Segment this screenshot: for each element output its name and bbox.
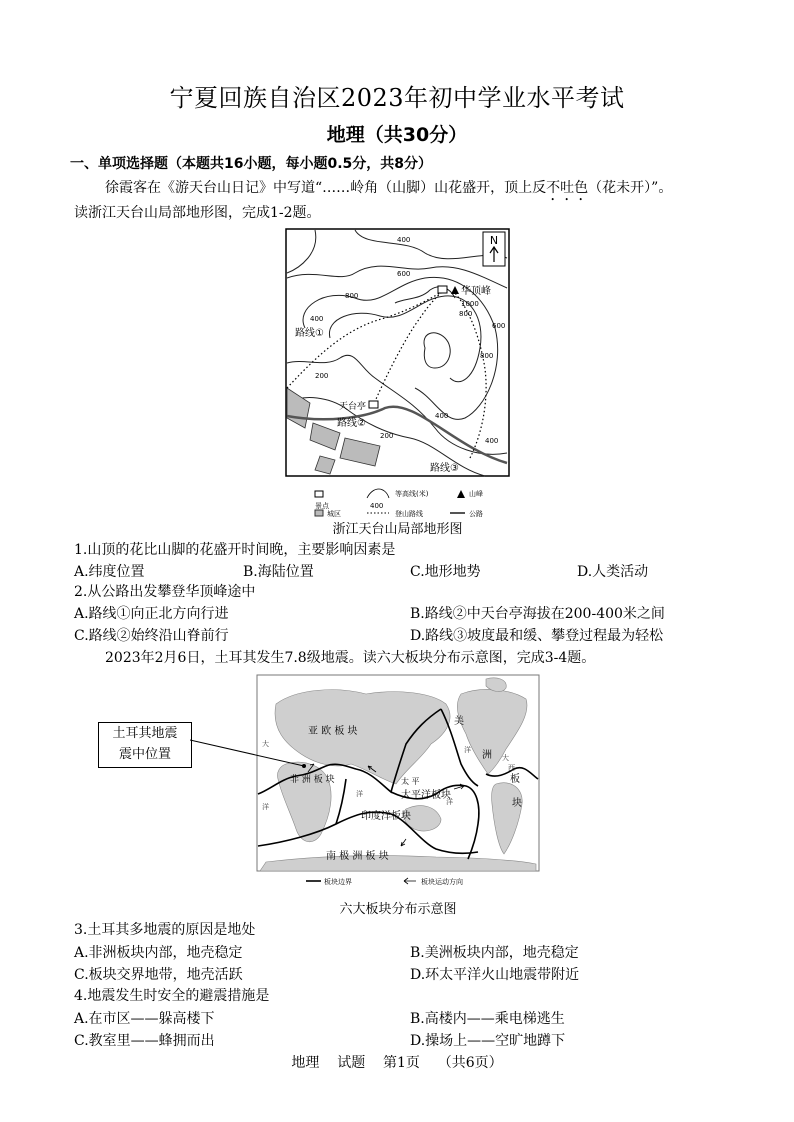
contour-value: 800 [459, 310, 473, 318]
topographic-map [285, 228, 510, 518]
q3-stem: 3.土耳其多地震的原因是地处 [74, 922, 256, 938]
ocean-char: 洋 [446, 798, 453, 806]
q4-stem: 4.地震发生时安全的避震措施是 [74, 988, 270, 1004]
pacific-plate-label: 太平洋板块 [401, 790, 451, 801]
intro-line-1-part-b: （花未开）”。 [588, 180, 673, 196]
intro-line-2: 读浙江天台山局部地形图，完成1-2题。 [74, 205, 321, 221]
ocean-char: 大 [262, 740, 269, 748]
contour-value: 400 [485, 437, 499, 445]
scenic-spot-icon [369, 401, 378, 408]
contour-value: 1000 [461, 300, 479, 308]
ocean-char: 洋 [464, 746, 471, 754]
antarctic-plate-label: 南 极 洲 板 块 [326, 851, 389, 862]
legend-item: 景点 [315, 502, 329, 510]
legend-motion-label: 板块运动方向 [421, 878, 463, 886]
legend-scenic-icon [315, 491, 323, 497]
q3-option-b: B.美洲板块内部，地壳稳定 [410, 945, 579, 961]
q1-option-c: C.地形地势 [410, 564, 481, 580]
legend-contour-icon [367, 489, 389, 498]
route-3-label: 路线③ [430, 463, 459, 474]
africa-plate-text: 非 洲 板 块 [290, 775, 335, 785]
contour-value: 400 [310, 315, 324, 323]
q2-stem: 2.从公路出发攀登华顶峰途中 [74, 584, 256, 600]
station-label: 天台亭 [339, 402, 367, 412]
map1-caption: 浙江天台山局部地形图 [332, 522, 463, 537]
q3-option-c: C.板块交界地带，地壳活跃 [74, 967, 243, 983]
ocean-char: 洋 [262, 803, 269, 811]
exam-title: 宁夏回族自治区2023年初中学业水平考试 [169, 84, 625, 112]
q2-option-c: C.路线②始终沿山脊前行 [74, 628, 229, 644]
contour-value: 600 [397, 270, 411, 278]
q3-option-a: A.非洲板块内部，地壳稳定 [74, 945, 243, 961]
q1-option-a: A.纬度位置 [74, 564, 145, 580]
america-label-1: 美 [454, 716, 464, 727]
map2-legend [306, 877, 463, 886]
legend-city-icon [315, 510, 323, 516]
legend-item: 公路 [469, 510, 483, 518]
contour-value: 400 [397, 236, 411, 244]
callout-line-2: 震中位置 [118, 747, 171, 762]
eurasia-plate-label: 亚 欧 板 块 [308, 726, 358, 737]
legend-peak-icon [457, 490, 465, 498]
q1-stem: 1.山顶的花比山脚的花盛开时间晚，主要影响因素是 [74, 542, 396, 558]
scenic-spot-icon [438, 286, 447, 293]
callout-leader-line [190, 740, 304, 766]
epicenter-callout [98, 722, 192, 768]
contour-value: 200 [380, 432, 394, 440]
ocean-char: 洋 [356, 790, 363, 798]
intro-line-1-part-a: 徐霞客在《游天台山日记》中写道“……岭角（山脚）山花盛开，顶上反 [105, 180, 547, 196]
callout-line-1: 土耳其地震 [112, 726, 178, 741]
map2-caption: 六大板块分布示意图 [339, 902, 457, 917]
q1-option-d: D.人类活动 [577, 564, 649, 580]
contour-value: 400 [435, 412, 449, 420]
q4-option-c: C.教室里——蜂拥而出 [74, 1033, 215, 1049]
legend-item: 城区 [327, 510, 341, 518]
intro-line-1 [105, 178, 672, 204]
america-label-4: 块 [512, 798, 522, 809]
route-2-label: 路线② [337, 418, 366, 429]
callout-leader [190, 735, 310, 775]
intro-emphasis: 不吐色 [546, 180, 589, 196]
ocean-char: 西 [508, 764, 515, 772]
contour-value: 800 [480, 352, 494, 360]
contour-value: 800 [345, 292, 359, 300]
q1-option-b: B.海陆位置 [243, 564, 314, 580]
peak-label: 华顶峰 [461, 286, 491, 297]
q2-option-b: B.路线②中天台亭海拔在200-400米之间 [410, 606, 665, 622]
ocean-char: 大 [502, 754, 509, 762]
legend-motion-icon [404, 878, 416, 884]
q4-option-b: B.高楼内——乘电梯逃生 [410, 1011, 565, 1027]
q4-option-a: A.在市区——躲高楼下 [74, 1011, 215, 1027]
q3-option-d: D.环太平洋火山地震带附近 [410, 967, 580, 983]
indian-plate-label: 印度洋板块 [361, 811, 411, 822]
topographic-map-svg [285, 228, 510, 518]
legend-boundary-label: 板块边界 [324, 878, 352, 886]
route-1-label: 路线① [295, 328, 324, 339]
exam-subtitle: 地理（共30分） [326, 124, 468, 146]
plates-map-svg [256, 674, 540, 890]
q2-option-a: A.路线①向正北方向行进 [74, 606, 229, 622]
q4-option-d: D.操场上——空旷地蹲下 [410, 1033, 566, 1049]
legend-item: 山峰 [469, 490, 483, 498]
north-label: N [489, 234, 499, 247]
section-heading: 一、单项选择题（本题共16小题，每小题0.5分，共8分） [70, 156, 433, 172]
legend-item: 登山路线 [395, 510, 423, 518]
pacific-small-label: 太 平 [401, 777, 420, 786]
legend-contour-value: 400 [370, 502, 384, 510]
q2-option-d: D.路线③坡度最和缓、攀登过程最为轻松 [410, 628, 664, 644]
contour-value: 200 [315, 372, 329, 380]
legend-item: 等高线(米) [395, 490, 429, 498]
contour-value: 600 [492, 322, 506, 330]
intro-2: 2023年2月6日，土耳其发生7.8级地震。读六大板块分布示意图，完成3-4题。 [105, 650, 596, 666]
page-footer: 地理 试题 第1页 （共6页） [291, 1055, 503, 1071]
america-label-3: 板 [510, 774, 520, 785]
america-label-2: 洲 [482, 750, 492, 761]
plates-map [256, 674, 540, 890]
map1-legend [315, 489, 483, 518]
